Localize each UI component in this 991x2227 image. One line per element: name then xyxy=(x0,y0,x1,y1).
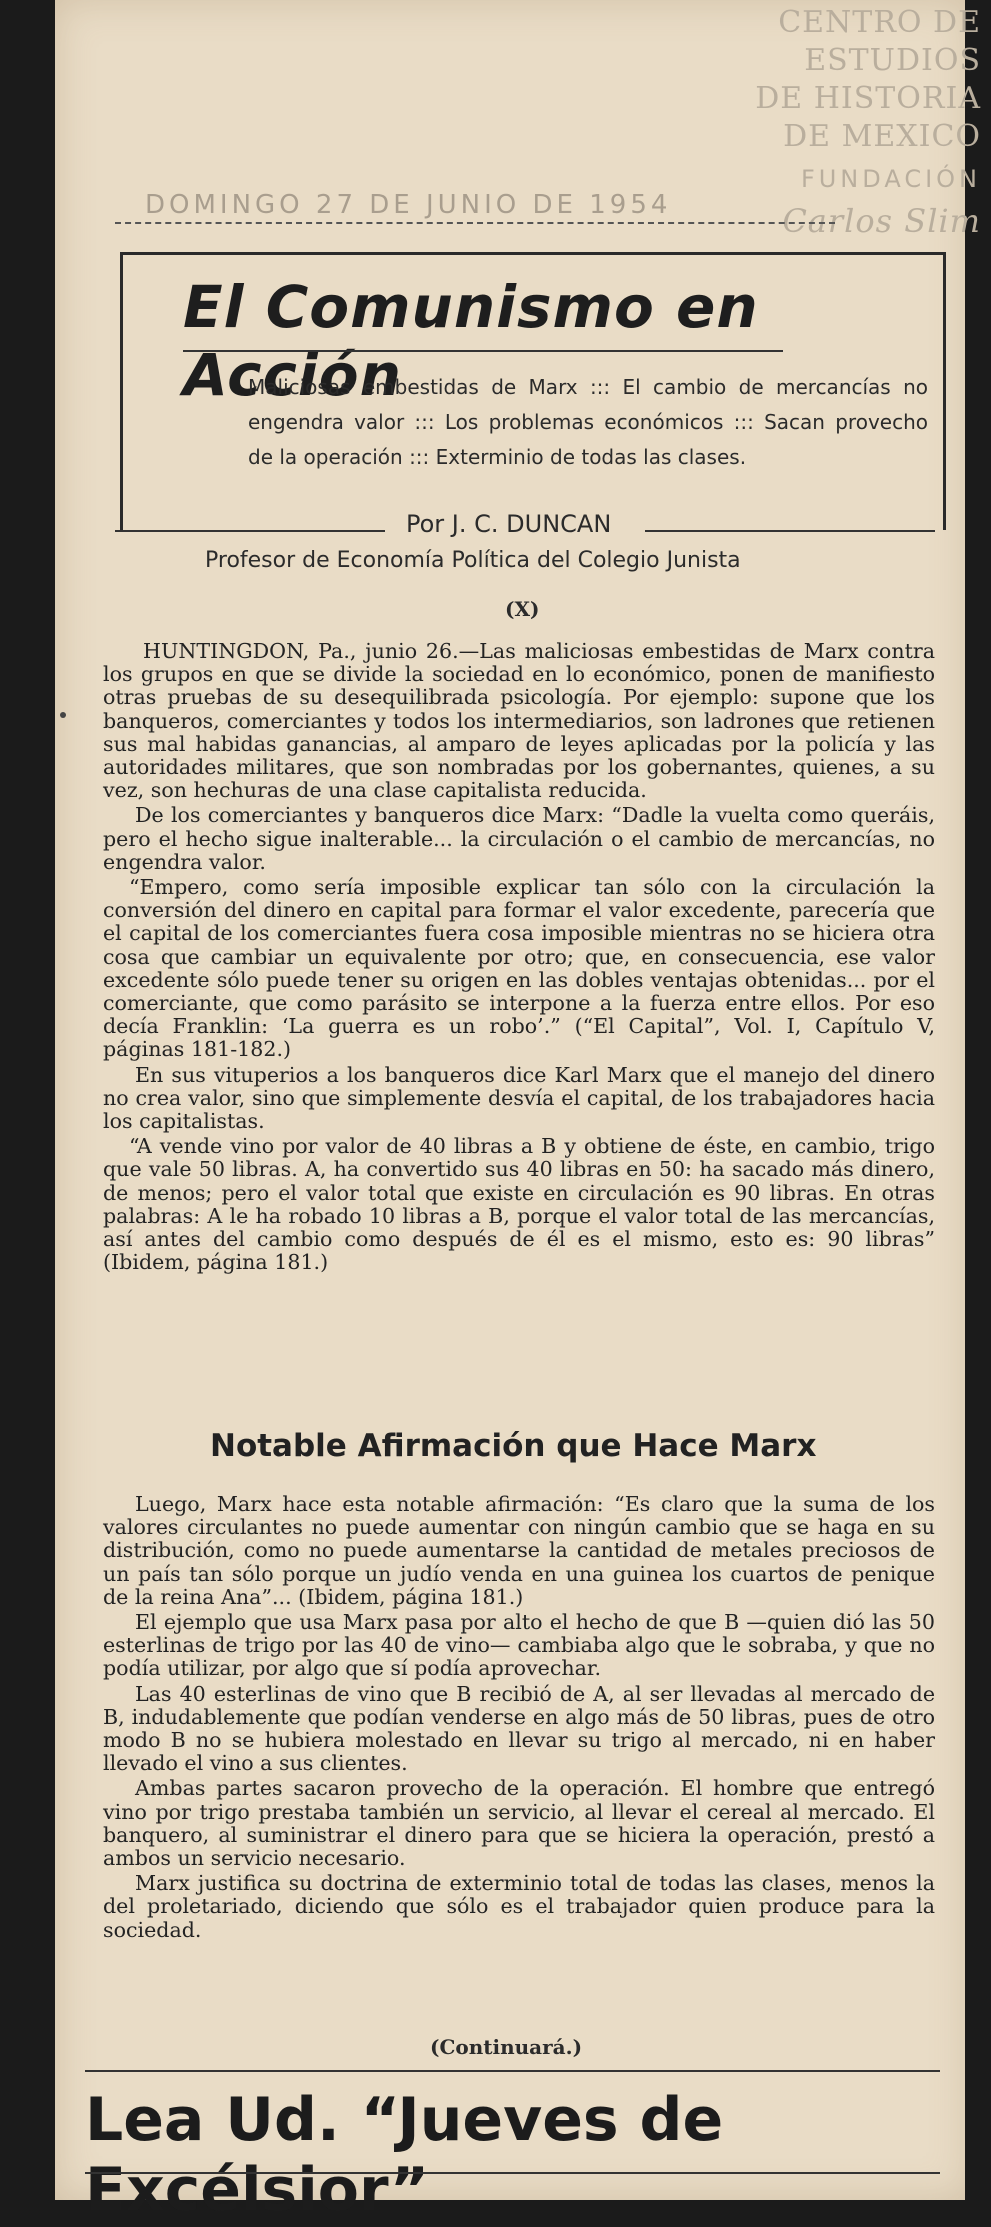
series-part: (X) xyxy=(505,597,540,621)
author-title: Profesor de Economía Política del Colegio Junista xyxy=(205,548,741,573)
top-divider xyxy=(115,222,835,224)
promo-banner: Lea Ud. “Jueves de Excélsior” xyxy=(85,2085,724,2225)
section-subhead: Notable Afirmación que Hace Marx xyxy=(210,1428,817,1464)
article-headline: El Comunismo en Acción xyxy=(183,273,759,409)
promo-top-rule xyxy=(85,2070,940,2072)
byline-rule-left xyxy=(115,530,385,532)
watermark-line: ESTUDIOS xyxy=(804,43,981,78)
headline-underline xyxy=(183,350,783,352)
watermark-line: CENTRO DE xyxy=(778,5,981,40)
page-dateline: DOMINGO 27 DE JUNIO DE 1954 xyxy=(145,190,672,220)
continues-note: (Continuará.) xyxy=(430,2035,583,2059)
paragraph: “A vende vino por valor de 40 libras a B y obtiene de éste, en cambio, trigo que vale 50 libras. A, ha convertido sus 40 libras en 50: ha sacado más dinero, de menos; pero el valor total que existe en circulación es 90 libras. En otras palabras: A le ha robado 10 libras a B, porque el valor total de las mercancías, así antes del cambio como después de él es el mismo, esto es: 90 libras” (Ibidem, página 181.) xyxy=(103,1134,935,1275)
byline: Por J. C. DUNCAN xyxy=(400,510,617,538)
adjacent-column-edge xyxy=(965,0,991,2227)
byline-rule-right xyxy=(645,530,935,532)
paragraph: HUNTINGDON, Pa., junio 26.—Las maliciosas embestidas de Marx contra los grupos en que se divide la sociedad en lo económico, ponen de manifiesto otras pruebas de su desequilibrada psicología. Por ejemplo: supone que los banqueros, comerciantes y todos los intermediarios, son ladrones que retienen sus mal habidas ganancias, al amparo de leyes aplicadas por la policía y las autoridades militares, que son nombradas por los gobernantes, quienes, a su vez, son hechuras de una clase capitalista reducida. xyxy=(103,639,935,803)
paragraph: Marx justifica su doctrina de exterminio total de todas las clases, menos la del proletariado, diciendo que sólo es el trabajador quien produce para la sociedad. xyxy=(103,1871,935,1942)
byline-row xyxy=(115,510,940,550)
article-deck: Maliciosas embestidas de Marx ::: El cambio de mercancías no engendra valor ::: Los problemas económicos ::: Sacan provecho de la operación ::: Exterminio de todas las clases. xyxy=(248,375,928,469)
paragraph: Las 40 esterlinas de vino que B recibió de A, al ser llevadas al mercado de B, indudablemente que podían venderse en algo más de 50 libras, pues de otro modo B no se hubiera molestado en llevar su trigo al mercado, ni en haber llevado el vino a sus clientes. xyxy=(103,1681,935,1776)
paragraph: En sus vituperios a los banqueros dice Karl Marx que el manejo del dinero no crea valor, sino que simplemente desvía el capital, de los trabajadores hacia los capitalistas. xyxy=(103,1062,935,1134)
watermark-foundation: FUNDACIÓN xyxy=(800,165,981,193)
watermark-signature: Carlos Slim xyxy=(782,202,981,240)
paragraph: De los comerciantes y banqueros dice Marx: “Dadle la vuelta como queráis, pero el hecho sigue inalterable... la circulación o el cambio de mercancías, no engendra valor. xyxy=(103,803,935,874)
paragraph: “Empero, como sería imposible explicar tan sólo con la circulación la conversión del dinero en capital para formar el valor excedente, parecería que el capital de los comerciantes fuera cosa imposible mientras no se hiciera otra cosa que cambiar un equivalente por otro; que, en consecuencia, ese valor excedente sólo puede tener su origen en las dobles ventajas obtenidas... por el comerciante, que como parásito se interpone a la fuerza entre ellos. Por eso decía Franklin: ‘La guerra es un robo’.” (“El Capital”, Vol. I, Capítulo V, páginas 181-182.) xyxy=(103,875,935,1062)
watermark-line: DE MEXICO xyxy=(783,119,981,154)
paragraph: Ambas partes sacaron provecho de la operación. El hombre que entregó vino por trigo prestaba también un servicio, al llevar el cereal al mercado. El banquero, al suministrar el dinero para que se hiciera la operación, prestó a ambos un servicio necesario. xyxy=(103,1776,935,1871)
headline-box xyxy=(120,252,946,530)
archive-watermark xyxy=(755,4,981,240)
margin-mark xyxy=(60,712,66,718)
paragraph: Luego, Marx hace esta notable afirmación: “Es claro que la suma de los valores circulantes no puede aumentar con ningún cambio que se haga en su distribución, como no puede aumentarse la cantidad de metales preciosos de un país tan sólo porque un judío venda en una guinea los cuartos de penique de la reina Ana”... (Ibidem, página 181.) xyxy=(103,1492,935,1609)
promo-bottom-rule xyxy=(85,2172,940,2174)
paragraph: El ejemplo que usa Marx pasa por alto el hecho de que B —quien dió las 50 esterlinas de trigo por las 40 de vino— cambiaba algo que le sobraba, y que no podía utilizar, por algo que sí podía aprovechar. xyxy=(103,1610,935,1681)
watermark-line: DE HISTORIA xyxy=(755,81,981,116)
article-body-part-1 xyxy=(103,640,935,1276)
article-body-part-2 xyxy=(103,1493,935,1944)
